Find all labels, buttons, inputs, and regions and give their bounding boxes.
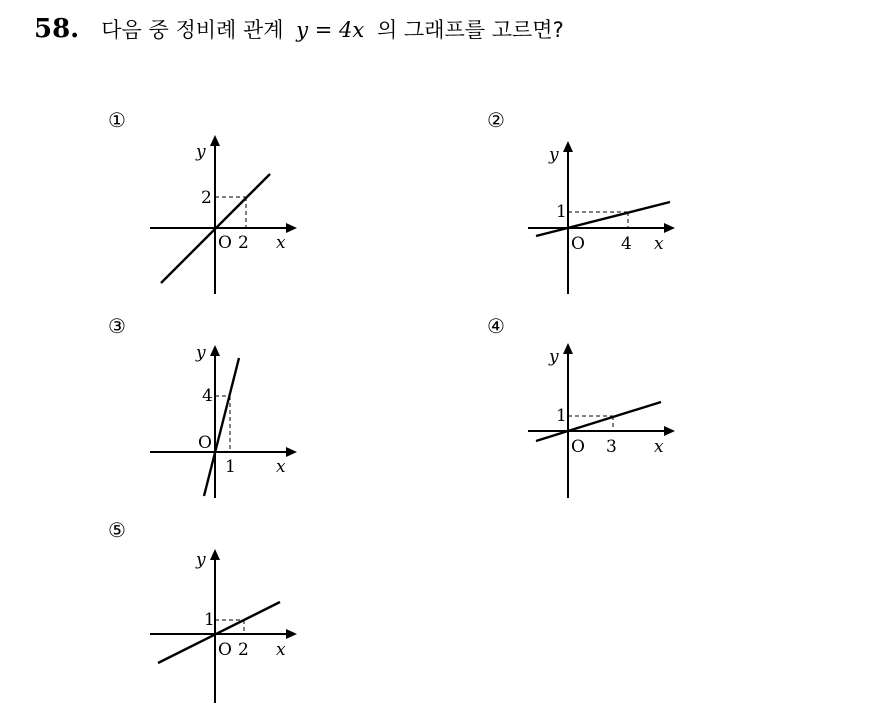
- option-2-marker: ②: [487, 108, 505, 132]
- question-number: 58.: [34, 14, 80, 44]
- question-text-after: 의 그래프를 고르면?: [376, 18, 564, 42]
- option-3-y-tick: 4: [202, 386, 213, 406]
- option-1-y-tick: 2: [201, 188, 212, 208]
- question-text-before: 다음 중 정비례 관계: [101, 18, 284, 42]
- option-5-y-label: y: [196, 550, 206, 570]
- option-2-x-tick: 4: [621, 234, 632, 254]
- option-2-y-tick: 1: [556, 202, 567, 222]
- option-2-x-label: x: [654, 234, 664, 254]
- option-4-y-label: y: [549, 347, 559, 367]
- option-3-marker: ③: [108, 314, 126, 338]
- option-1-origin: O: [218, 233, 232, 253]
- option-4-y-tick: 1: [556, 406, 567, 426]
- option-2-origin: O: [571, 234, 585, 254]
- option-5-x-label: x: [276, 640, 286, 660]
- option-1-x-tick: 2: [238, 233, 249, 253]
- option-2-y-label: y: [549, 145, 559, 165]
- option-5-y-arrow: [210, 549, 220, 560]
- option-5-marker: ⑤: [108, 518, 126, 542]
- option-1-x-label: x: [276, 233, 286, 253]
- option-1-marker: ①: [108, 108, 126, 132]
- question-equation: y = 4x: [296, 18, 365, 42]
- option-3-y-label: y: [196, 343, 206, 363]
- option-4-origin: O: [571, 437, 585, 457]
- option-3-origin: O: [198, 433, 212, 453]
- option-5-x-arrow: [286, 629, 297, 639]
- option-3-x-tick: 1: [225, 457, 236, 477]
- option-5-y-tick: 1: [204, 610, 215, 630]
- option-3-x-label: x: [276, 457, 286, 477]
- option-4-x-tick: 3: [606, 437, 617, 457]
- option-5-x-tick: 2: [238, 640, 249, 660]
- option-1-y-label: y: [196, 142, 206, 162]
- option-5-origin: O: [218, 640, 232, 660]
- option-4-x-label: x: [654, 437, 664, 457]
- option-4-marker: ④: [487, 314, 505, 338]
